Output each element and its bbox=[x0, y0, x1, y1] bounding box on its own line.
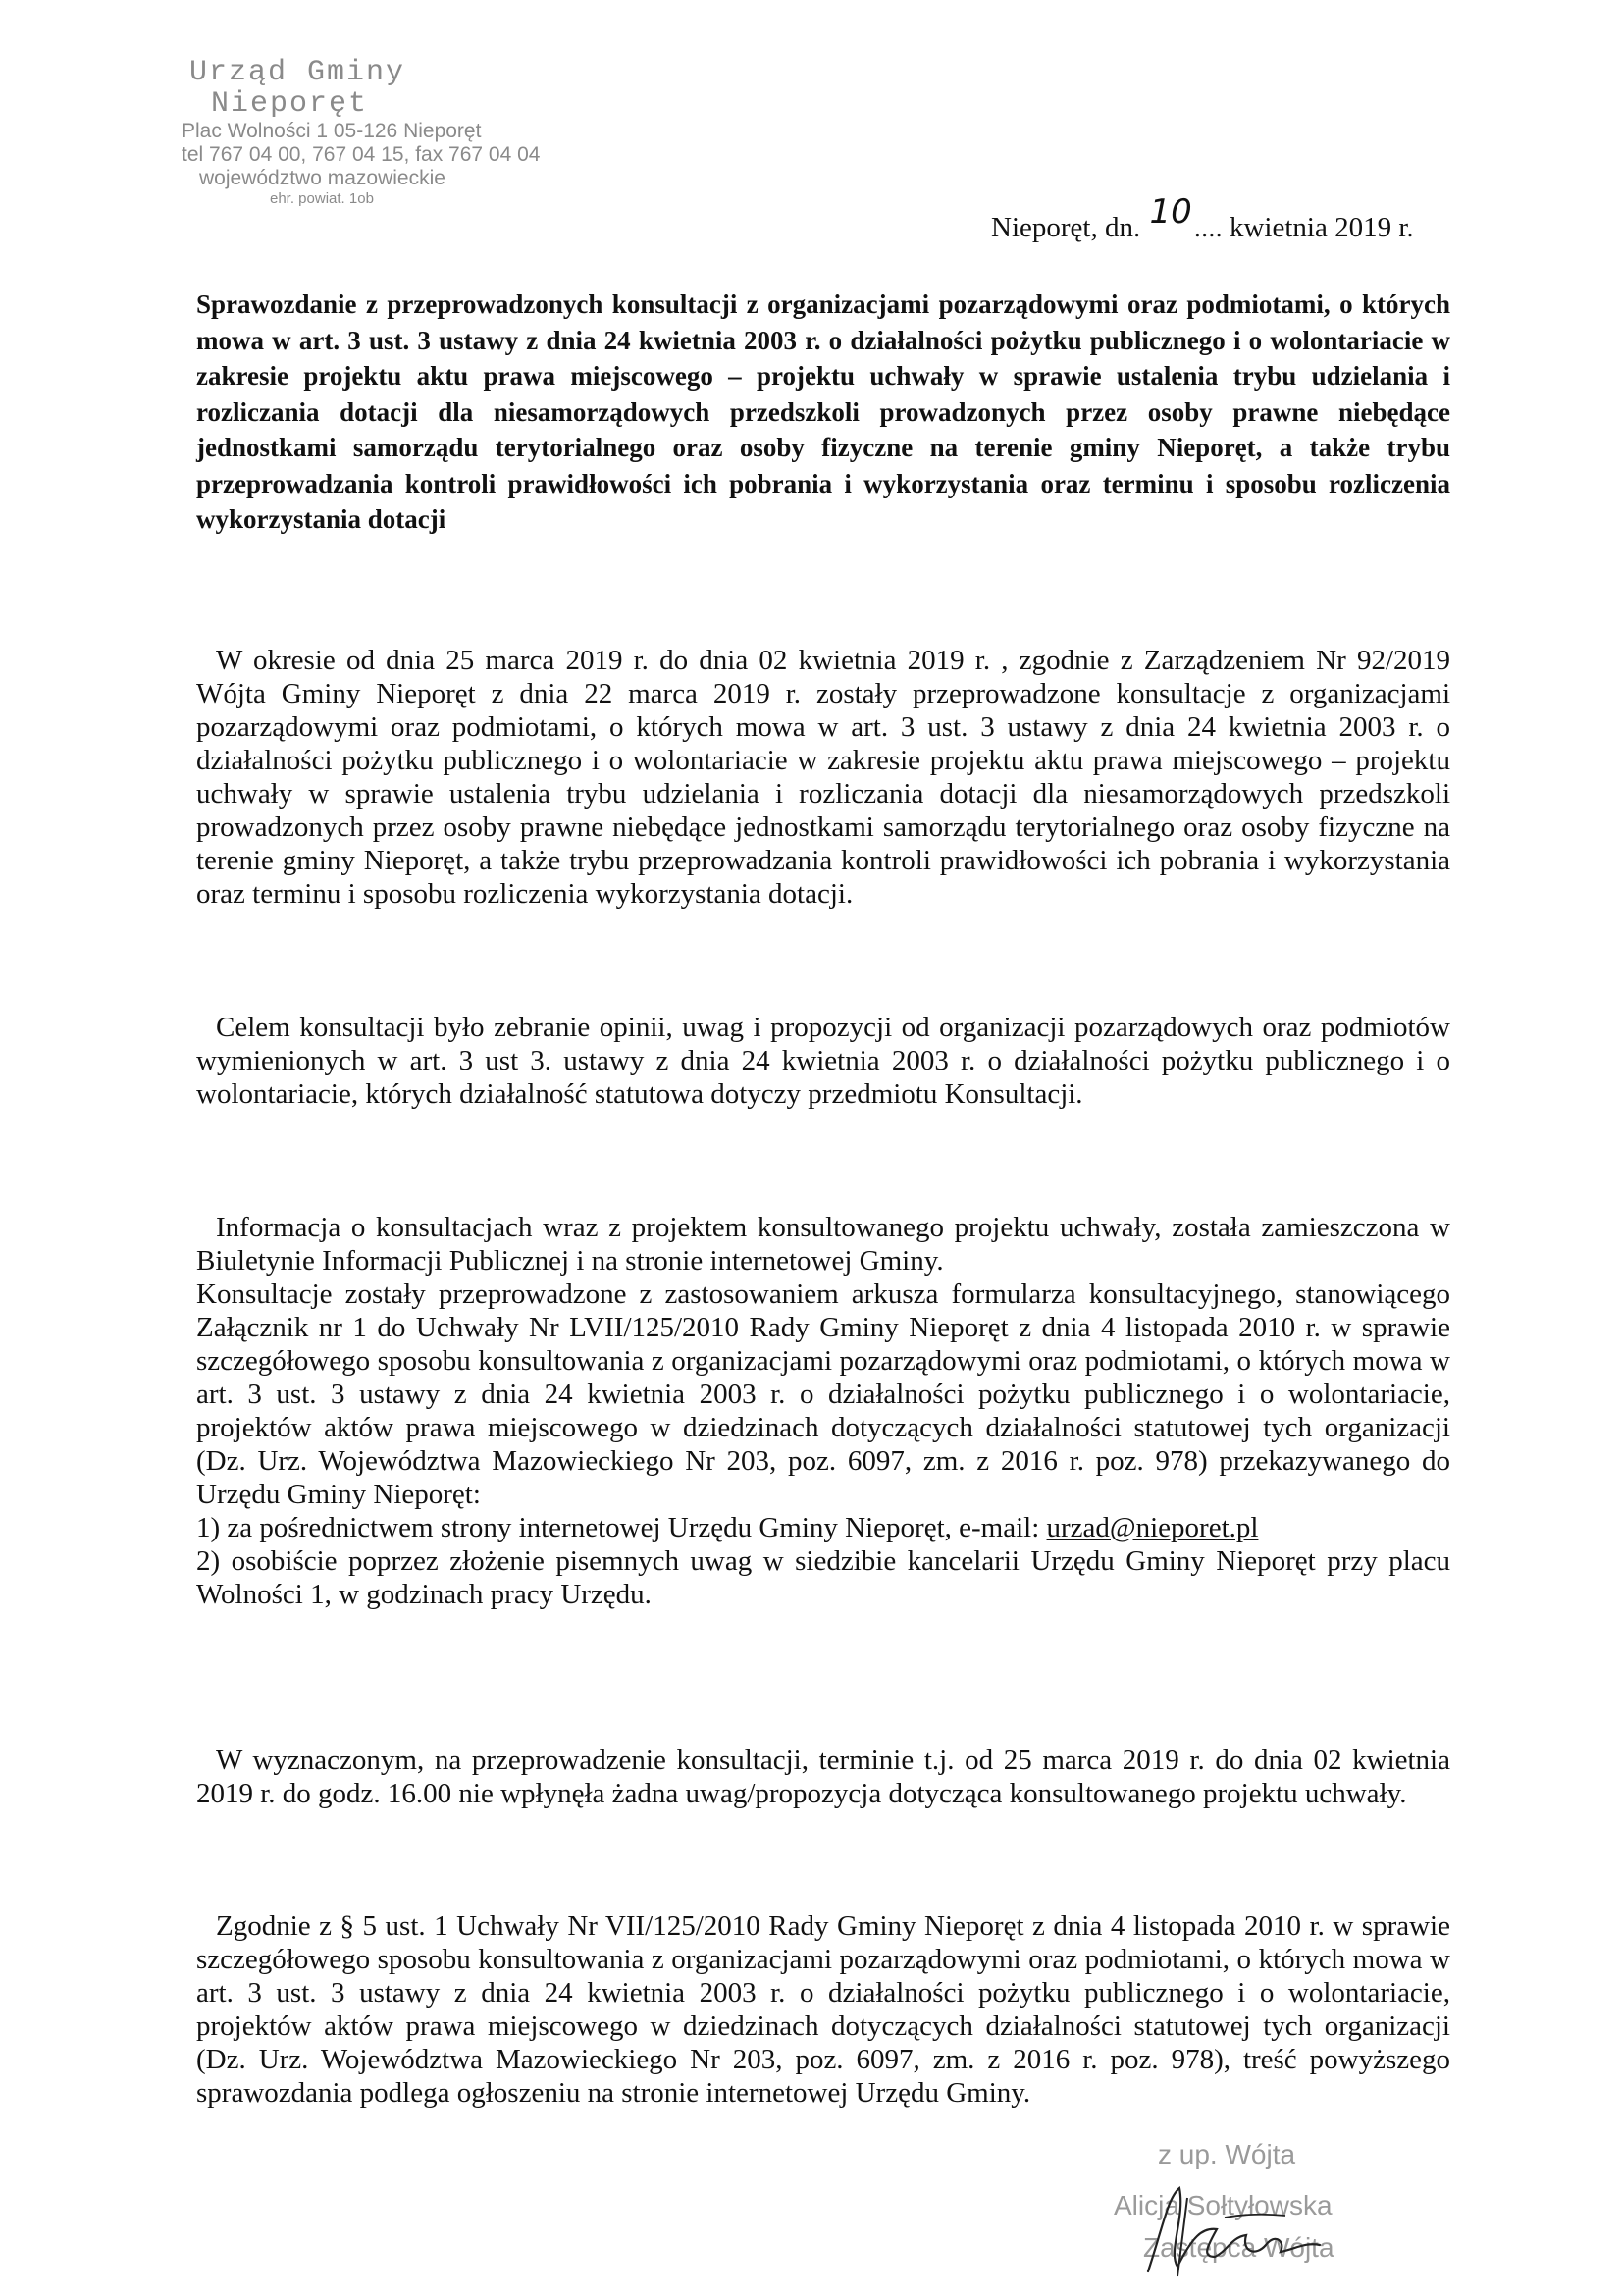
paragraph-period-text: W okresie od dnia 25 marca 2019 r. do dnia 02 kwietnia 2019 r. , zgodnie z Zarządzeniem Nr 92/2019 Wójta Gminy Nieporęt z dnia 22 marca 2019 r. zostały przeprowadzone konsultacje z organizacjami pozarządowymi oraz podmiotami, o których mowa w art. 3 ust. 3 ustawy z dnia 24 kwietnia 2003 r. o działalności pożytku publicznego i o wolontariacie w zakresie projektu aktu prawa miejscowego – projektu uchwały w sprawie ustalenia trybu udzielania i rozliczania dotacji dla niesamorządowych przedszkoli prowadzonych przez osoby prawne niebędące jednostkami samorządu terytorialnego oraz osoby fizyczne na terenie gminy Nieporęt, a także trybu przeprowadzania kontroli prawidłowości ich pobrania i wykorzystania oraz terminu i sposobu rozliczenia wykorzystania dotacji. bbox=[196, 645, 1450, 910]
paragraph-publication bbox=[196, 1909, 1450, 2110]
email-link[interactable]: urzad@nieporet.pl bbox=[1046, 1512, 1259, 1543]
stamp-town: Nieporęt bbox=[211, 87, 369, 121]
stamp-office-name: Urząd Gminy bbox=[189, 56, 406, 89]
stamp-phone: tel 767 04 00, 767 04 15, fax 767 04 04 bbox=[182, 143, 541, 166]
signature-name: Alicja Sołtyłowska bbox=[1114, 2190, 1333, 2220]
paragraph-purpose bbox=[196, 1011, 1450, 1111]
signature-block bbox=[1109, 2139, 1403, 2296]
stamp-address: Plac Wolności 1 05-126 Nieporęt bbox=[182, 120, 482, 142]
paragraph-method-text: Konsultacje zostały przeprowadzone z zastosowaniem arkusza formularza konsultacyjnego, stanowiącego Załącznik nr 1 do Uchwały Nr LVII/125/2010 Rady Gminy Nieporęt z dnia 4 listopada 2010 r. w sprawie szczegółowego sposobu konsultowania z organizacjami pozarządowymi oraz podmiotami, o których mowa w art. 3 ust. 3 ustawy z dnia 24 kwietnia 2003 r. o działalności pożytku publicznego i o wolontariacie, projektów aktów prawa miejscowego w dziedzinach dotyczących działalności statutowej tych organizacji (Dz. Urz. Województwa Mazowieckiego Nr 203, poz. 6097, zm. z 2016 r. poz. 978) przekazywanego do Urzędu Gminy Nieporęt: bbox=[196, 1278, 1450, 1510]
paragraph-purpose-text: Celem konsultacji było zebranie opinii, uwag i propozycji od organizacji pozarządowych oraz podmiotów wymienionych w art. 3 ust 3. ustawy z dnia 24 kwietnia 2003 r. o działalności pożytku publicznego i o wolontariacie, których działalność statutowa dotyczy przedmiotu Konsultacji. bbox=[196, 1012, 1450, 1110]
method-item-email bbox=[196, 1511, 1450, 1544]
method-item-email-text: 1) za pośrednictwem strony internetowej Urzędu Gminy Nieporęt, e-mail: bbox=[196, 1512, 1040, 1543]
signature-role: Zastępca Wójta bbox=[1143, 2232, 1334, 2263]
paragraph-publication-text: Zgodnie z § 5 ust. 1 Uchwały Nr VII/125/2010 Rady Gminy Nieporęt z dnia 4 listopada 2010 r. w sprawie szczegółowego sposobu konsultowania z organizacjami pozarządowymi oraz podmiotami, o których mowa w art. 3 ust. 3 ustawy z dnia 24 kwietnia 2003 r. o działalności pożytku publicznego i o wolontariacie, projektów aktów prawa miejscowego w dziedzinach dotyczących działalności statutowej tych organizacji (Dz. Urz. Województwa Mazowieckiego Nr 203, poz. 6097, zm. z 2016 r. poz. 978), treść powyższego sprawozdania podlega ogłoszeniu na stronie internetowej Urzędu Gminy. bbox=[196, 1910, 1450, 2109]
document-title: Sprawozdanie z przeprowadzonych konsultacji z organizacjami pozarządowymi oraz podmiotami, o których mowa w art. 3 ust. 3 ustawy z dnia 24 kwietnia 2003 r. o działalności pożytku publicznego i o wolontariacie w zakresie projektu aktu prawa miejscowego – projektu uchwały w sprawie ustalenia trybu udzielania i rozliczania dotacji dla niesamorządowych przedszkoli prowadzonych przez osoby prawne niebędące jednostkami samorządu terytorialnego oraz osoby fizyczne na terenie gminy Nieporęt, a także trybu przeprowadzania kontroli prawidłowości ich pobrania i wykorzystania oraz terminu i sposobu rozliczenia wykorzystania dotacji bbox=[196, 289, 1450, 534]
handwritten-signature-icon bbox=[1109, 2159, 1364, 2296]
paragraph-period bbox=[196, 644, 1450, 911]
date-suffix: .... kwietnia 2019 r. bbox=[1193, 212, 1414, 243]
office-stamp bbox=[182, 57, 540, 208]
date-prefix: Nieporęt, dn. bbox=[991, 212, 1141, 243]
paragraph-result-text: W wyznaczonym, na przeprowadzenie konsultacji, terminie t.j. od 25 marca 2019 r. do dnia 02 kwietnia 2019 r. do godz. 16.00 nie wpłynęła żadna uwag/propozycja dotycząca konsultowanego projektu uchwały. bbox=[196, 1745, 1450, 1809]
date-day-handwritten: 10 bbox=[1149, 192, 1192, 232]
stamp-region: województwo mazowieckie bbox=[199, 167, 445, 189]
paragraph-information-text: Informacja o konsultacjach wraz z projektem konsultowanego projektu uchwały, została zamieszczona w Biuletynie Informacji Publicznej i na stronie internetowej Gminy. bbox=[196, 1212, 1450, 1277]
stamp-small-text: ehr. powiat. 1ob bbox=[270, 190, 374, 207]
signature-authorization: z up. Wójta bbox=[1158, 2139, 1296, 2169]
paragraph-information bbox=[196, 1211, 1450, 1611]
paragraph-result bbox=[196, 1744, 1450, 1810]
document-date bbox=[991, 192, 1414, 245]
method-item-in-person: 2) osobiście poprzez złożenie pisemnych uwag w siedzibie kancelarii Urzędu Gminy Nieporęt przy placu Wolności 1, w godzinach pracy Urzędu. bbox=[196, 1545, 1450, 1610]
